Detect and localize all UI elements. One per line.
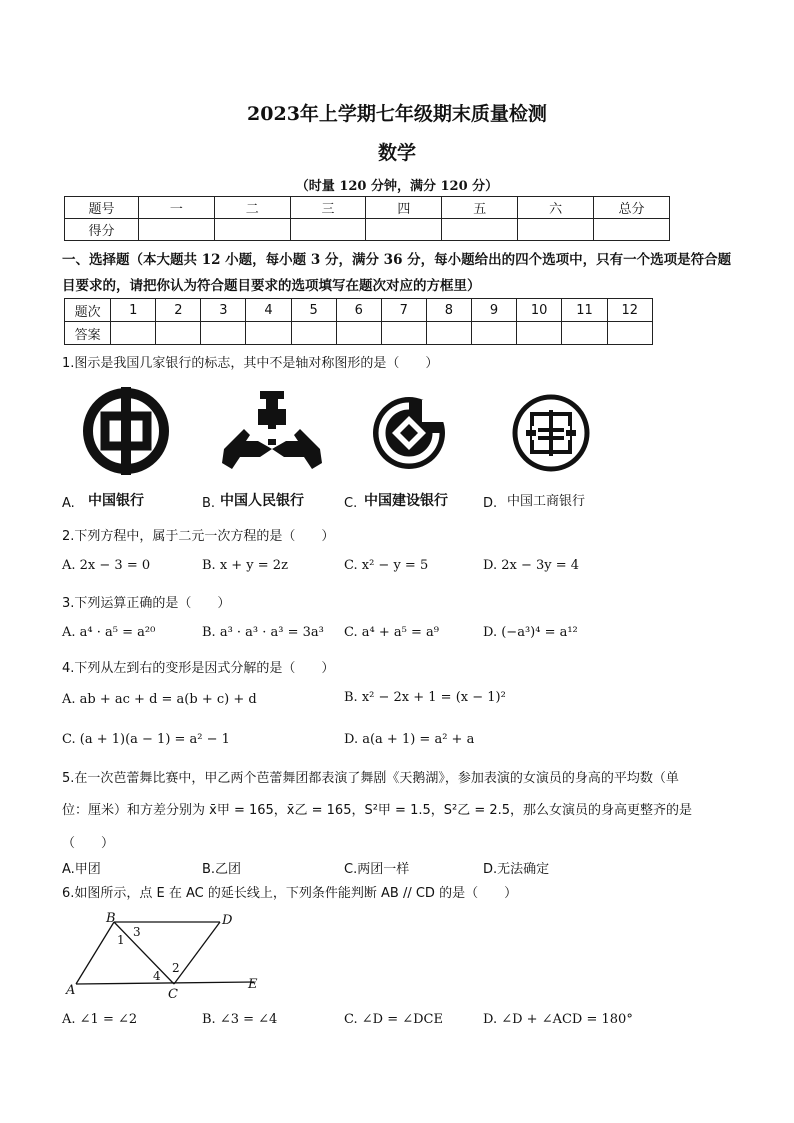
q6-option-b[interactable]: B. ∠3 = ∠4 [202,1012,278,1027]
parallelogram-figure [62,908,272,1000]
answer-input-cell[interactable] [426,322,471,345]
answer-input-cell[interactable] [111,322,156,345]
exam-subject: 数学 [377,142,416,164]
score-input-cell[interactable] [518,219,594,241]
answer-input-cell[interactable] [607,322,652,345]
score-table-header-row [65,197,670,219]
q6-option-a[interactable]: A. ∠1 = ∠2 [62,1012,138,1027]
angle-1-label: 1 [117,933,125,947]
answer-input-cell[interactable] [201,322,246,345]
segment-dc [174,922,220,984]
option-letter: D. [483,496,498,511]
score-input-cell[interactable] [366,219,442,241]
q5-option-c[interactable]: C.两团一样 [344,862,410,877]
exam-title: 2023年上学期七年级期末质量检测 [247,103,547,125]
answer-cell: 4 [246,299,291,322]
label-b: B [106,911,116,926]
answer-cell: 3 [201,299,246,322]
answer-input-cell[interactable] [562,322,607,345]
bank-name: 中国人民银行 [220,493,304,509]
answer-cell: 11 [562,299,607,322]
question-5-line-2: 位：厘米）和方差分别为 x̄甲 = 165，x̄乙 = 165，S²甲 = 1.5，S²乙 = 2.5，那么女演员的身高更整齐的是 [62,803,693,818]
answer-input-cell[interactable] [336,322,381,345]
label-c: C [168,987,178,1000]
question-4-stem: 4.下列从左到右的变形是因式分解的是（ ） [62,661,335,676]
answer-cell: 答案 [65,322,111,345]
answer-input-cell[interactable] [156,322,201,345]
bank-name: 中国工商银行 [507,494,586,509]
question-5-line-1: 5.在一次芭蕾舞比赛中，甲乙两个芭蕾舞团都表演了舞剧《天鹅湖》，参加表演的女演员的身高的平均数（单 [62,771,679,786]
question-3-stem: 3.下列运算正确的是（ ） [62,596,231,611]
score-input-cell[interactable] [290,219,366,241]
score-cell: 题号 [65,197,139,219]
icbc-logo-icon [510,392,592,474]
pboc-logo-icon [220,385,324,477]
q2-option-b[interactable]: B. x + y = 2z [202,558,288,573]
score-cell: 三 [290,197,366,219]
q2-option-c[interactable]: C. x² − y = 5 [344,558,429,573]
score-cell: 得分 [65,219,139,241]
q3-option-a[interactable]: A. a⁴ · a⁵ = a²⁰ [62,625,156,640]
option-letter: A. [62,496,75,511]
answer-cell: 题次 [65,299,111,322]
question-2-stem: 2.下列方程中，属于二元一次方程的是（ ） [62,529,335,544]
q3-option-d[interactable]: D. (−a³)⁴ = a¹² [483,625,578,640]
bank-name: 中国银行 [88,493,144,509]
answer-cell: 12 [607,299,652,322]
answer-input-cell[interactable] [517,322,562,345]
option-letter: C. [344,496,358,511]
answer-cell: 10 [517,299,562,322]
score-table [64,196,670,241]
question-1-stem: 1.图示是我国几家银行的标志，其中不是轴对称图形的是（ ） [62,356,439,371]
answer-input-cell[interactable] [471,322,516,345]
question-6-stem: 6.如图所示，点 E 在 AC 的延长线上，下列条件能判断 AB // CD 的是（ ） [62,886,518,901]
ccb-logo-icon [368,392,450,474]
score-input-cell[interactable] [594,219,670,241]
q2-option-d[interactable]: D. 2x − 3y = 4 [483,558,580,573]
q6-option-d[interactable]: D. ∠D + ∠ACD = 180° [483,1012,633,1027]
answer-cell: 9 [471,299,516,322]
answer-cell: 7 [381,299,426,322]
bank-name: 中国建设银行 [364,493,448,509]
score-cell: 二 [214,197,290,219]
answer-cell: 6 [336,299,381,322]
q5-option-d[interactable]: D.无法确定 [483,862,550,877]
score-input-cell[interactable] [442,219,518,241]
answer-input-cell[interactable] [291,322,336,345]
q5-option-b[interactable]: B.乙团 [202,862,242,877]
label-d: D [222,913,233,928]
answer-input-cell[interactable] [381,322,426,345]
score-input-cell[interactable] [138,219,214,241]
angle-2-label: 2 [172,961,180,975]
answer-cell: 5 [291,299,336,322]
answer-table-answer-row [65,322,653,345]
boc-logo-icon [80,385,172,477]
score-cell: 四 [366,197,442,219]
q4-option-d[interactable]: D. a(a + 1) = a² + a [344,732,475,747]
score-table-score-row [65,219,670,241]
label-a: A [66,983,76,998]
label-e: E [248,977,258,992]
answer-input-cell[interactable] [246,322,291,345]
exam-time-info: （时量 120 分钟，满分 120 分） [295,179,499,194]
angle-4-label: 4 [153,969,161,983]
answer-cell: 1 [111,299,156,322]
q3-option-b[interactable]: B. a³ · a³ · a³ = 3a³ [202,625,324,640]
option-letter: B. [202,496,216,511]
segment-bc [114,922,174,984]
score-cell: 一 [138,197,214,219]
answer-cell: 2 [156,299,201,322]
q5-option-a[interactable]: A.甲团 [62,862,101,877]
answer-cell: 8 [426,299,471,322]
score-input-cell[interactable] [214,219,290,241]
section-1-instructions: 一、选择题（本大题共 12 小题，每小题 3 分，满分 36 分，每小题给出的四个选项中，只有一个选项是符合题目要求的，请把你认为符合题目要求的选项填写在题次对应的方框里） [62,252,732,294]
score-cell: 五 [442,197,518,219]
answer-table-header-row [65,299,653,322]
q6-option-c[interactable]: C. ∠D = ∠DCE [344,1012,443,1027]
answer-table [64,298,653,345]
score-cell: 总分 [594,197,670,219]
q4-option-a[interactable]: A. ab + ac + d = a(b + c) + d [62,692,257,707]
q2-option-a[interactable]: A. 2x − 3 = 0 [62,558,151,573]
q4-option-b[interactable]: B. x² − 2x + 1 = (x − 1)² [344,690,506,705]
segment-ae [76,982,254,984]
q3-option-c[interactable]: C. a⁴ + a⁵ = a⁹ [344,625,439,640]
q4-option-c[interactable]: C. (a + 1)(a − 1) = a² − 1 [62,732,230,747]
angle-3-label: 3 [133,925,141,939]
score-cell: 六 [518,197,594,219]
segment-ba [76,922,114,984]
question-5-line-3: （ ） [62,836,115,851]
